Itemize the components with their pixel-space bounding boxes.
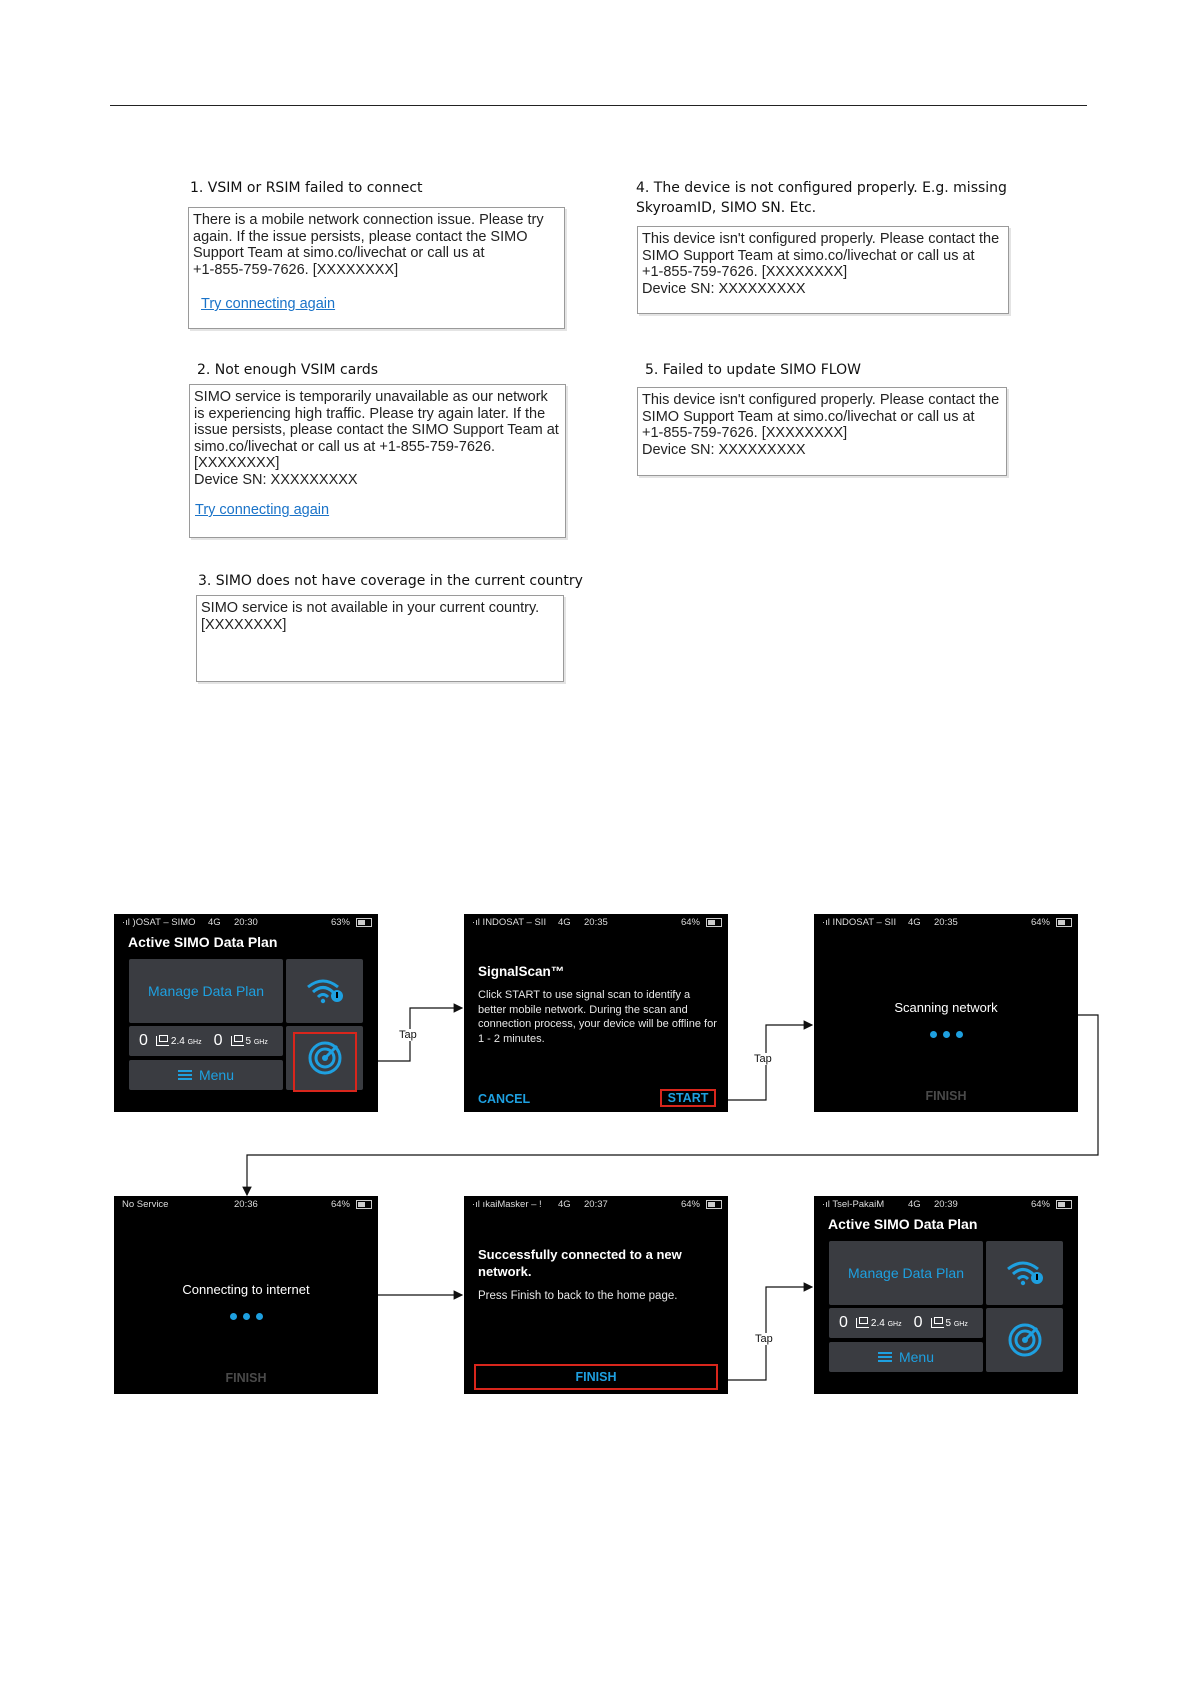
error-4-message: This device isn't configured properly. Please contact the SIMO Support Team at simo.co/livechat or call us at +1-855-759-7626. [XXXXXXXX] Device SN: XXXXXXXXX (642, 231, 1000, 297)
connector-1-2 (378, 1008, 462, 1061)
device-screen-home-final (814, 1196, 1078, 1394)
status-bar (114, 1196, 378, 1212)
battery-percent: 64% (1030, 917, 1050, 928)
finish-button-disabled: FINISH (925, 1089, 967, 1103)
home-title: Active SIMO Data Plan (128, 934, 278, 950)
carrier-label: ·ıl )OSAT – SIMO (122, 917, 196, 928)
signal-scan-button[interactable] (986, 1308, 1063, 1372)
try-again-link-1[interactable]: Try connecting again (201, 296, 336, 312)
battery-status (331, 1199, 372, 1210)
network-type: 4G (208, 917, 221, 928)
tap-label-1: Tap (399, 1029, 417, 1041)
menu-button[interactable] (129, 1060, 283, 1090)
device-screen-connecting (114, 1196, 378, 1394)
battery-percent: 64% (1030, 1199, 1050, 1210)
error-1-title: 1. VSIM or RSIM failed to connect (190, 180, 423, 196)
error-2-message: SIMO service is temporarily unavailable as our network is experiencing high traffic. Please try again later. If the issue persists, please contact the SIMO Support Team at simo.co/livechat or call us at +1-855-759-7626. [XXXXXXXX] Device SN: XXXXXXXXX (194, 389, 559, 488)
battery-percent: 64% (680, 917, 700, 928)
wifi-icon (1005, 1259, 1045, 1287)
battery-status (681, 1199, 722, 1210)
carrier-label: No Service (122, 1199, 169, 1210)
clock: 20:36 (234, 1199, 258, 1210)
progress-dots (814, 1031, 1078, 1038)
error-5-message: This device isn't configured properly. Please contact the SIMO Support Team at simo.co/livechat or call us at +1-855-759-7626. [XXXXXXXX] Device SN: XXXXXXXXX (642, 392, 1000, 458)
count-5ghz: 0 (213, 1032, 223, 1049)
status-bar (464, 1196, 728, 1212)
carrier-label: ·ıl INDOSAT – SII (472, 917, 547, 928)
finish-button-disabled: FINISH (225, 1371, 267, 1385)
menu-button[interactable] (829, 1342, 983, 1372)
band-5ghz-label (946, 1318, 968, 1329)
connected-devices-counter (129, 1026, 283, 1056)
error-1-message: There is a mobile network connection issue. Please try again. If the issue persists, please contact the SIMO Support Team at simo.co/livechat or call us at +1-855-759-7626. [XXXXXXXX] (193, 212, 544, 278)
ghz-unit: GHz (887, 1320, 902, 1328)
try-again-link-2[interactable]: Try connecting again (195, 502, 330, 518)
error-4-title: 4. The device is not configured properly. E.g. missing SkyroamID, SIMO SN. Etc. (636, 180, 1007, 216)
battery-percent: 64% (330, 1199, 350, 1210)
battery-status (1031, 1199, 1072, 1210)
battery-status (1031, 917, 1072, 928)
battery-icon (706, 918, 722, 927)
error-2-title: 2. Not enough VSIM cards (197, 362, 379, 378)
clock: 20:39 (934, 1199, 958, 1210)
clock: 20:37 (584, 1199, 608, 1210)
device-screen-home (114, 914, 378, 1112)
home-title: Active SIMO Data Plan (828, 1216, 978, 1232)
connected-devices-counter (829, 1308, 983, 1338)
wifi-info-button[interactable] (286, 959, 363, 1023)
battery-status (681, 917, 722, 928)
tap-label-3: Tap (755, 1333, 773, 1345)
battery-percent: 63% (330, 917, 350, 928)
wifi-icon (305, 977, 345, 1005)
wifi-info-button[interactable] (986, 1241, 1063, 1305)
count-24ghz: 0 (139, 1032, 148, 1049)
battery-icon (356, 1200, 372, 1209)
tap-label-2: Tap (754, 1053, 772, 1065)
band-5ghz-label (246, 1036, 268, 1047)
carrier-label: ·ıl INDOSAT – SII (822, 917, 897, 928)
clock: 20:30 (234, 917, 258, 928)
connecting-label: Connecting to internet (182, 1282, 310, 1297)
band-24ghz-value: 2.4 (870, 1317, 885, 1329)
network-type: 4G (558, 1199, 571, 1210)
band-5ghz-value: 5 (245, 1035, 252, 1047)
manage-data-plan-button[interactable]: Manage Data Plan (129, 959, 283, 1023)
network-type: 4G (908, 917, 921, 928)
signalscan-title: SignalScan™ (478, 964, 565, 979)
start-button[interactable]: START (660, 1089, 716, 1107)
battery-icon (1056, 1200, 1072, 1209)
battery-percent: 64% (680, 1199, 700, 1210)
band-24ghz-label (871, 1318, 902, 1329)
battery-icon (1056, 918, 1072, 927)
success-message: Press Finish to back to the home page. (478, 1290, 678, 1302)
manage-data-plan-button[interactable]: Manage Data Plan (829, 1241, 983, 1305)
network-type: 4G (908, 1199, 921, 1210)
success-title: Successfully connected to a new network. (478, 1247, 682, 1279)
menu-label: Menu (198, 1067, 235, 1083)
finish-button[interactable]: FINISH (474, 1364, 718, 1390)
error-5-title: 5. Failed to update SIMO FLOW (645, 362, 861, 378)
scanning-label: Scanning network (894, 1000, 998, 1015)
battery-icon (706, 1200, 722, 1209)
ghz-unit: GHz (253, 1038, 268, 1046)
ghz-unit: GHz (953, 1320, 968, 1328)
battery-status (331, 917, 372, 928)
menu-icon (178, 1070, 192, 1080)
error-3-title: 3. SIMO does not have coverage in the current country (198, 573, 583, 589)
device-screen-success (464, 1196, 728, 1394)
signalscan-description: Click START to use signal scan to identify a better mobile network. During the scan and connection process, your device will be offline for 1 - 2 minutes. (478, 989, 717, 1045)
network-type: 4G (558, 917, 571, 928)
carrier-label: ·ıl ıkaiMasker – ! (472, 1199, 542, 1210)
count-5ghz: 0 (913, 1314, 923, 1331)
clock: 20:35 (934, 917, 958, 928)
device-icon (856, 1318, 869, 1328)
error-3-message: SIMO service is not available in your current country. [XXXXXXXX] (201, 600, 540, 633)
device-icon (931, 1318, 944, 1328)
status-bar (814, 914, 1078, 930)
band-5ghz-value: 5 (945, 1317, 952, 1329)
highlight-signal-scan (293, 1032, 357, 1092)
status-bar (814, 1196, 1078, 1212)
device-screen-signalscan (464, 914, 728, 1112)
ghz-unit: GHz (187, 1038, 202, 1046)
cancel-button[interactable]: CANCEL (478, 1092, 531, 1106)
device-icon (231, 1036, 244, 1046)
device-icon (156, 1036, 169, 1046)
carrier-label: ·ıl Tsel-PakaiM (822, 1199, 885, 1210)
progress-dots (114, 1313, 378, 1320)
status-bar (114, 914, 378, 930)
status-bar (464, 914, 728, 930)
band-24ghz-label (171, 1036, 202, 1047)
clock: 20:35 (584, 917, 608, 928)
count-24ghz: 0 (839, 1314, 848, 1331)
menu-label: Menu (898, 1349, 935, 1365)
menu-icon (878, 1352, 892, 1362)
device-screen-scanning (814, 914, 1078, 1112)
band-24ghz-value: 2.4 (170, 1035, 185, 1047)
radar-icon (1007, 1322, 1043, 1358)
battery-icon (356, 918, 372, 927)
